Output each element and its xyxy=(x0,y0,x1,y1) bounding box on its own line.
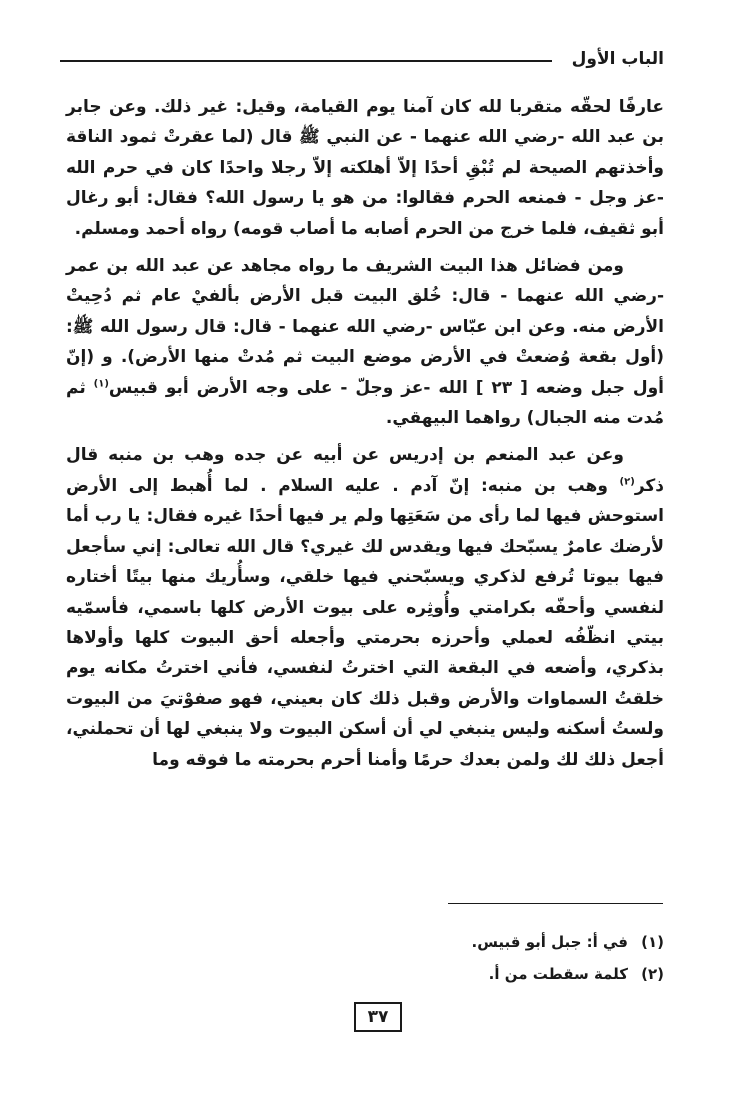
footnote xyxy=(472,926,665,958)
footnotes xyxy=(472,926,665,990)
footnote-rule xyxy=(448,903,663,904)
paragraph-text-cont: وهب xyxy=(567,475,620,496)
paragraph-text-cont: ثم مُدت منه الجبال) رواهما البيهقي. xyxy=(66,377,664,429)
paragraph-text: وعن عبد المنعم بن إدريس عن أبيه عن جده وهب بن منبه قال ذكر xyxy=(66,445,664,496)
paragraph xyxy=(66,92,664,244)
footnote-number: (١) xyxy=(641,933,664,951)
paragraph-text: عارفًا لحقّه متقربا لله كان آمنا يوم القيامة، وقيل: غير ذلك. وعن جابر بن عبد الله -رضي الله عنهما - عن النبي ﷺ قال (لما عقرتْ ثمود الناقة وأخذتهم الصيحة لم تُبْقِ أحدًا إلاّ أهلكته إلاّ رجلا واحدًا كان في حرم الله -عز وجل - فمنعه الحرم فقالوا: من هو يا رسول الله؟ فقال: أبو رغال أبو ثقيف، فلما خرج من الحرم أصابه ما أصاب قومه) رواه أحمد ومسلم. xyxy=(66,97,664,239)
body-text xyxy=(66,92,664,775)
footnote-ref: (١) xyxy=(93,378,109,389)
footnote-number: (٢) xyxy=(641,965,664,983)
paragraph-text-cont: بن منبه: إنّ آدم . عليه السلام . لما أُهبط إلى الأرض استوحش فيها لما رأى من سَعَتِها ولم ير فيها أحدًا غيره فقال: يا رب أما لأرضك عامرٌ يسبّحك فيها ويقدس لك غيري؟ قال الله تعالى: إني سأجعل فيها بيوتا تُرفع لذكري ويسبّحني فيها خلقي، وسأُريك منها بيتًا أختاره لنفسي وأحفّه بكرامتي وأُوثِره على بيوت الأرض كلها باسمي، فأسمّيه بيتي انظّفُه لعملي وأحرزه بحرمتي وأجعله أحق البيوت كلها وأولاها بذكري، وأضعه في البقعة التي اخترتُ لنفسي، فأني اخترتُ مكانه يوم خلقتُ السماوات والأرض وقبل ذلك كان بعيني، فهو صفوْتيَ من البيوت ولستُ أسكنه وليس ينبغي لي أن أسكن البيوت ولا ينبغي لها أن تحملني، أجعل ذلك لك ولمن بعدك حرمًا وأمنا أحرم بحرمته ما فوقه وما xyxy=(66,475,664,770)
footnote-text: في أ: جبل أبو قبيس. xyxy=(471,933,628,951)
paragraph xyxy=(66,440,664,774)
header-rule xyxy=(60,60,552,62)
chapter-title: الباب الأول xyxy=(571,49,664,69)
paragraph xyxy=(66,251,664,433)
footnote xyxy=(472,958,665,990)
footnote-text: كلمة سقطت من أ. xyxy=(488,965,628,983)
running-head xyxy=(60,44,664,74)
paragraph-text: ومن فضائل هذا البيت الشريف ما رواه مجاهد عن عبد الله بن عمر -رضي الله عنهما - قال: خُلق البيت قبل الأرض بألفيْ عام ثم دُحِيتْ الأرض منه. وعن ابن عبّاس -رضي الله عنهما - قال: قال رسول الله ﷺ: (أول بقعة وُضعتْ في الأرض موضع البيت ثم مُدتْ منها الأرض). و (إنّ أول جبل وضعه [ ٢٣ ] الله -عز وجلّ - على وجه الأرض أبو قبيس xyxy=(66,256,664,398)
page-number: ٣٧ xyxy=(354,1002,402,1032)
footnote-ref: (٢) xyxy=(619,476,635,488)
